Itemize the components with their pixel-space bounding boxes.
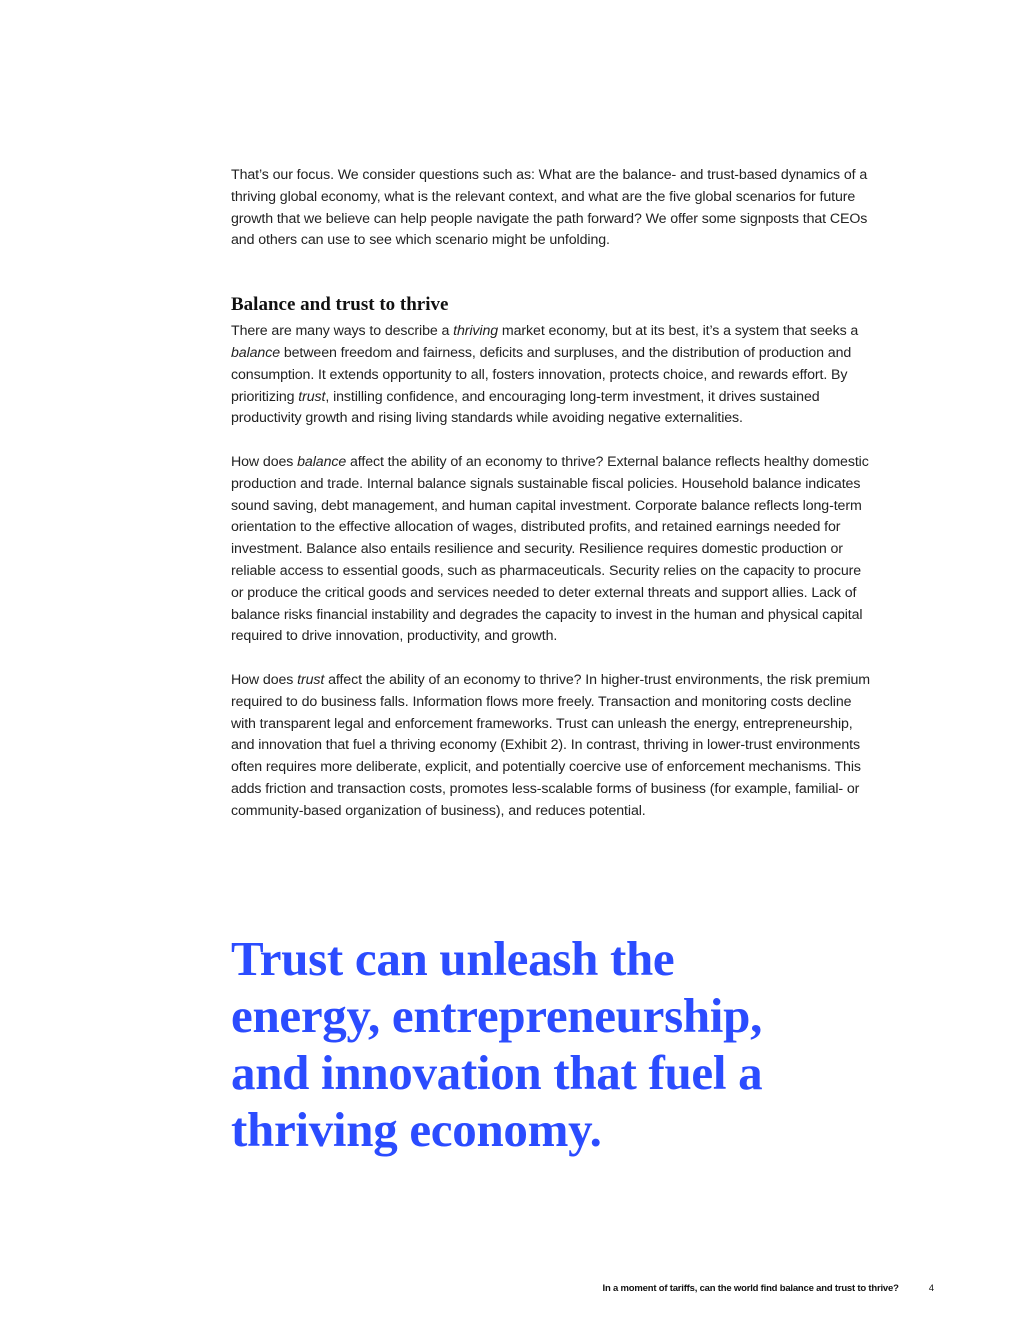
paragraph-spacer [231,648,871,670]
text-run: market economy, but at its best, it’s a system that seeks a [498,323,859,340]
body-paragraph-3 [231,670,871,823]
section-heading: Balance and trust to thrive [231,294,449,316]
text-run: How does [231,671,298,688]
paragraph-spacer [231,430,871,452]
text-run: between freedom and fairness, deficits and surpluses, and the distribution of production and consumption. It extends opportunity to all, fosters innovation, protects choice, and rewards effort. By prioritizing [231,344,852,405]
body-paragraph-1 [231,321,871,430]
emphasis-balance: balance [297,453,347,470]
text-run: How does [231,453,298,470]
page-number: 4 [928,1283,934,1294]
text-run: There are many ways to describe a [231,323,454,340]
footer-title: In a moment of tariffs, can the world find balance and trust to thrive? [602,1283,899,1294]
text-run: affect the ability of an economy to thrive? In higher-trust environments, the risk premium required to do business falls. Information flows more freely. Transaction and monitoring costs decline with transparent legal and enforcement frameworks. Trust can unleash the energy, entrepreneurship, and innovation that fuel a thriving economy (Exhibit 2). In contrast, thriving in lower-trust environments often requires more deliberate, explicit, and potentially coercive use of enforcement mechanisms. This adds friction and transaction costs, promotes less-scalable forms of business (for example, familial- or community-based organization of business), and reduces potential. [231,671,871,819]
text-run: affect the ability of an economy to thrive? External balance reflects healthy domestic production and trade. Internal balance signals sustainable fiscal policies. Household balance indicates sound saving, debt management, and human capital investment. Corporate balance reflects long-term orientation to the effective allocation of wages, distributed profits, and retained earnings needed for investment. Balance also entails resilience and security. Resilience requires domestic production or reliable access to essential goods, such as pharmaceuticals. Security relies on the capacity to procure or produce the critical goods and services needed to deter external threats and support allies. Lack of balance risks financial instability and degrades the capacity to invest in the human and physical capital required to drive innovation, productivity, and growth. [231,453,869,645]
page-footer [603,1283,934,1294]
emphasis-trust: trust [298,388,326,405]
text-run: , instilling confidence, and encouraging long-term investment, it drives sustained productivity growth and rising living standards while avoiding negative externalities. [231,388,820,427]
emphasis-trust: trust [297,671,325,688]
article-body [231,165,871,823]
emphasis-thriving: thriving [453,323,499,340]
pull-quote: Trust can unleash the energy, entrepreneurship, and innovation that fuel a thriving economy. [231,931,763,1157]
intro-paragraph: That’s our focus. We consider questions such as: What are the balance- and trust-based dynamics of a thriving global economy, what is the relevant context, and what are the five global scenarios for future growth that we believe can help people navigate the path forward? We offer some signposts that CEOs and others can use to see which scenario might be unfolding. [231,167,868,249]
emphasis-balance: balance [231,344,280,361]
body-paragraph-2 [231,452,871,648]
